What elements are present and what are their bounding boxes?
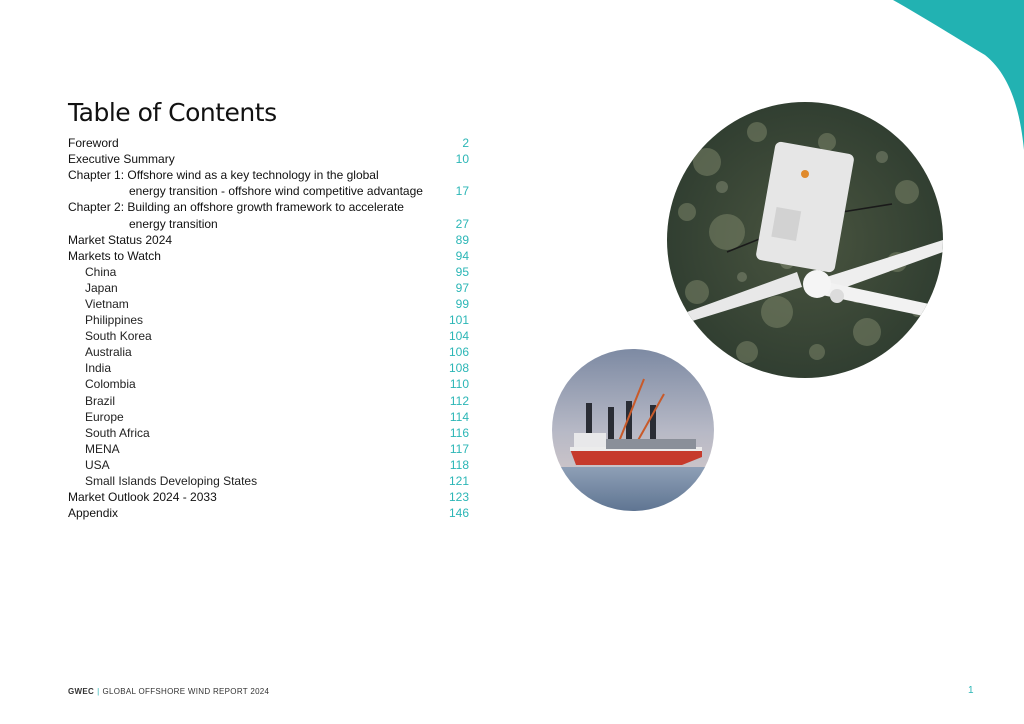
toc-entry-title: Europe bbox=[85, 409, 124, 424]
toc-entry[interactable] bbox=[68, 199, 469, 215]
toc-entry-title: Appendix bbox=[68, 506, 119, 521]
toc-entry[interactable] bbox=[68, 328, 469, 344]
toc-entry[interactable] bbox=[68, 248, 469, 264]
toc-entry-page: 108 bbox=[448, 361, 469, 376]
page-title: Table of Contents bbox=[68, 98, 277, 127]
toc-entry-title: China bbox=[85, 264, 117, 279]
toc-entry-title: Japan bbox=[85, 280, 118, 295]
toc-entry[interactable] bbox=[68, 441, 469, 457]
toc-entry-title: MENA bbox=[85, 441, 120, 456]
toc-entry-title: Foreword bbox=[68, 136, 119, 151]
toc-entry[interactable] bbox=[68, 393, 469, 409]
toc-entry-page: 123 bbox=[448, 490, 469, 505]
toc-entry-page: 146 bbox=[448, 506, 469, 521]
toc-entry[interactable] bbox=[68, 312, 469, 328]
toc-entry-title: Chapter 1: Offshore wind as a key technology in the global bbox=[68, 168, 379, 183]
toc-entry-title: South Korea bbox=[85, 329, 152, 344]
wind-turbine-aerial-photo bbox=[667, 102, 943, 378]
toc-entry[interactable] bbox=[68, 409, 469, 425]
toc-entry[interactable] bbox=[68, 135, 469, 151]
toc-entry-title: Vietnam bbox=[85, 296, 129, 311]
toc-entry[interactable] bbox=[68, 280, 469, 296]
toc-entry-title: Colombia bbox=[85, 377, 136, 392]
toc-entry[interactable] bbox=[68, 360, 469, 376]
toc-entry-page: 110 bbox=[449, 377, 469, 392]
toc-entry-page: 104 bbox=[448, 329, 469, 344]
toc-entry-page: 114 bbox=[449, 409, 469, 424]
toc-entry[interactable] bbox=[68, 167, 469, 183]
page-number: 1 bbox=[968, 685, 974, 696]
installation-vessel-photo bbox=[552, 349, 714, 511]
table-of-contents bbox=[68, 135, 469, 521]
toc-entry-page: 99 bbox=[455, 296, 469, 311]
toc-entry-title: energy transition - offshore wind competitive advantage bbox=[129, 184, 423, 199]
toc-entry-page: 89 bbox=[455, 232, 469, 247]
toc-entry-title: Australia bbox=[85, 345, 132, 360]
toc-entry-page: 112 bbox=[449, 393, 469, 408]
footer-separator: | bbox=[97, 687, 100, 696]
toc-entry-page: 95 bbox=[455, 264, 469, 279]
toc-entry[interactable] bbox=[68, 489, 469, 505]
toc-entry-title: Philippines bbox=[85, 313, 144, 328]
toc-entry-page: 118 bbox=[449, 457, 469, 472]
toc-entry-title: Brazil bbox=[85, 393, 116, 408]
page-footer bbox=[68, 687, 269, 696]
toc-entry[interactable] bbox=[68, 457, 469, 473]
toc-entry-page: 2 bbox=[462, 136, 469, 151]
toc-entry-page: 101 bbox=[448, 313, 469, 328]
toc-entry-title: USA bbox=[85, 457, 110, 472]
toc-entry[interactable] bbox=[68, 296, 469, 312]
footer-brand: GWEC bbox=[68, 687, 95, 696]
toc-entry[interactable] bbox=[68, 473, 469, 489]
toc-entry-title: Small Islands Developing States bbox=[85, 474, 258, 489]
toc-entry-page: 94 bbox=[455, 248, 469, 263]
toc-entry-page: 27 bbox=[455, 216, 469, 231]
toc-entry-title: South Africa bbox=[85, 425, 150, 440]
toc-entry[interactable] bbox=[68, 264, 469, 280]
toc-entry-page: 121 bbox=[448, 474, 469, 489]
toc-entry[interactable] bbox=[68, 376, 469, 392]
toc-entry-page: 106 bbox=[448, 345, 469, 360]
toc-entry[interactable] bbox=[68, 215, 469, 231]
toc-entry-title: Market Status 2024 bbox=[68, 232, 173, 247]
toc-entry-page: 117 bbox=[449, 441, 469, 456]
toc-entry-page: 97 bbox=[455, 280, 469, 295]
toc-entry-title: energy transition bbox=[129, 216, 218, 231]
toc-entry-title: Executive Summary bbox=[68, 152, 175, 167]
toc-entry-title: Chapter 2: Building an offshore growth framework to accelerate bbox=[68, 200, 404, 215]
toc-entry[interactable] bbox=[68, 344, 469, 360]
toc-entry-page: 116 bbox=[449, 425, 469, 440]
toc-entry-title: Market Outlook 2024 - 2033 bbox=[68, 490, 217, 505]
toc-entry-title: India bbox=[85, 361, 112, 376]
toc-entry[interactable] bbox=[68, 505, 469, 521]
toc-entry[interactable] bbox=[68, 232, 469, 248]
toc-entry-page: 10 bbox=[455, 152, 469, 167]
toc-entry-page: 17 bbox=[455, 184, 469, 199]
toc-entry[interactable] bbox=[68, 183, 469, 199]
toc-entry[interactable] bbox=[68, 425, 469, 441]
footer-report-title: GLOBAL OFFSHORE WIND REPORT 2024 bbox=[102, 687, 270, 696]
toc-entry-title: Markets to Watch bbox=[68, 248, 161, 263]
toc-entry[interactable] bbox=[68, 151, 469, 167]
